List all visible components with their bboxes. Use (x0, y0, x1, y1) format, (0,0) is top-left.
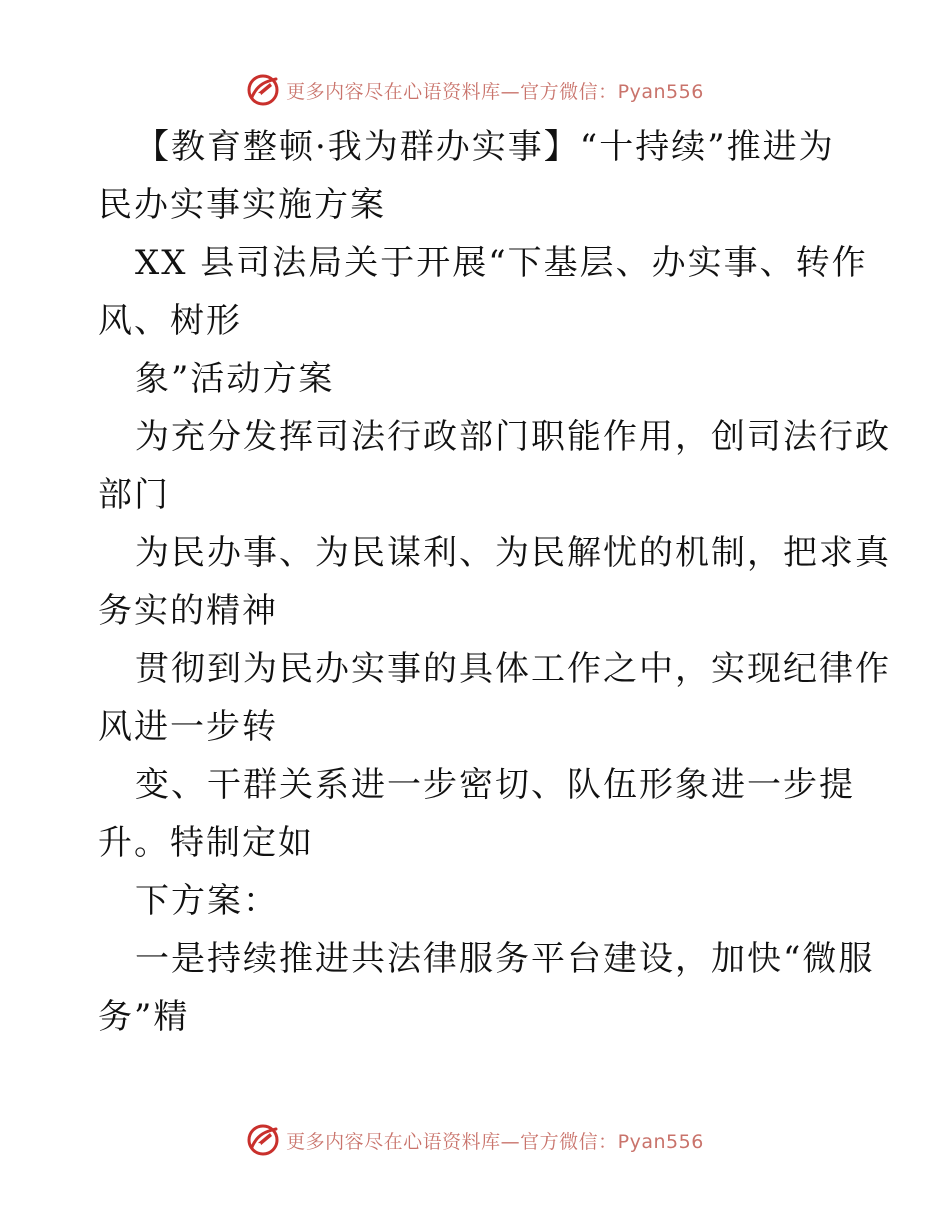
footer-banner-inner (246, 1123, 704, 1157)
pen-circle-logo-icon (246, 73, 280, 107)
document-line: 象”活动方案 (135, 359, 335, 399)
document-line: 风、树形 (98, 301, 242, 341)
document-line: 【教育整顿·我为群办实事】“十持续”推进为 (135, 127, 835, 167)
document-line: 升。特制定如 (98, 823, 314, 863)
document-line: XX 县司法局关于开展“下基层、办实事、转作 (135, 243, 868, 283)
header-banner (0, 70, 950, 110)
header-banner-inner (246, 73, 704, 107)
pen-circle-logo-icon (246, 1123, 280, 1157)
document-line: 下方案： (135, 881, 279, 921)
document-line: 变、干群关系进一步密切、队伍形象进一步提 (135, 765, 855, 805)
document-line: 务实的精神 (98, 591, 278, 631)
document-line: 为民办事、为民谋利、为民解忧的机制，把求真 (135, 533, 891, 573)
document-line: 贯彻到为民办实事的具体工作之中，实现纪律作 (135, 649, 891, 689)
document-line: 务”精 (98, 997, 190, 1037)
document-line: 部门 (98, 475, 170, 515)
footer-banner-text: 更多内容尽在心语资料库—官方微信：Pyan556 (286, 1130, 704, 1153)
document-line: 一是持续推进共法律服务平台建设，加快“微服 (135, 939, 875, 979)
document-line: 为充分发挥司法行政部门职能作用，创司法行政 (135, 417, 891, 457)
document-line: 风进一步转 (98, 707, 278, 747)
footer-banner (0, 1120, 950, 1160)
document-body (98, 118, 891, 1046)
document-line: 民办实事实施方案 (98, 185, 386, 225)
header-banner-text: 更多内容尽在心语资料库—官方微信：Pyan556 (286, 80, 704, 103)
